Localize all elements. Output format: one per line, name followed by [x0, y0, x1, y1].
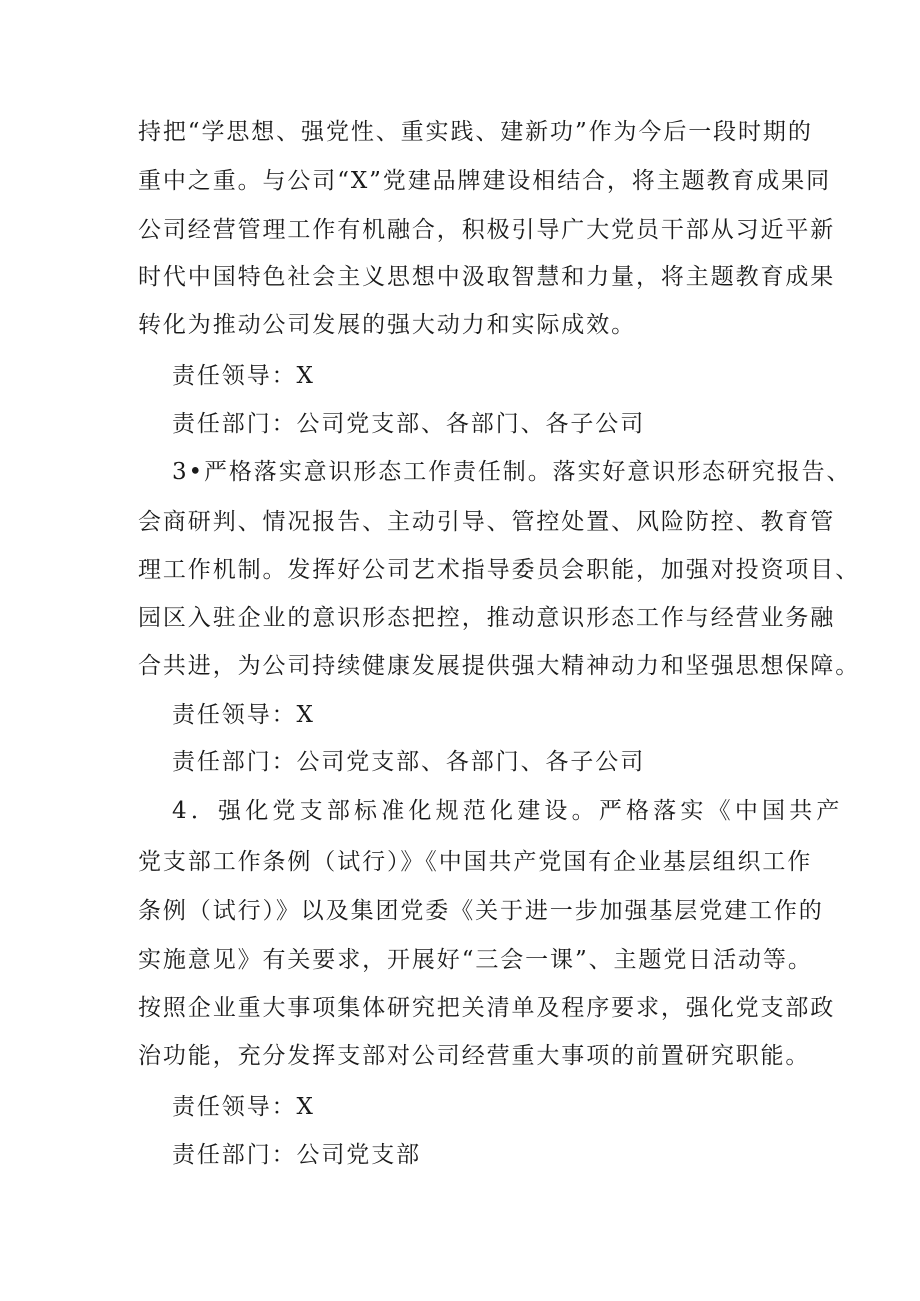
body-text-line: 实施意见》有关要求，开展好“三会一课”、主题党日活动等。: [138, 947, 813, 973]
body-text-line: 重中之重。与公司“X”党建品牌建设相结合，将主题教育成果同: [138, 168, 831, 194]
body-text-line: 园区入驻企业的意识形态把控，推动意识形态工作与经营业务融: [138, 605, 836, 631]
body-text-line: 党支部工作条例（试行）》《中国共产党国有企业基层组织工作: [138, 849, 813, 875]
responsible-leader-line: 责任领导：X: [172, 702, 315, 728]
body-text-line: 时代中国特色社会主义思想中汲取智慧和力量，将主题教育成果: [138, 264, 836, 290]
body-text-line: 条例（试行）》以及集团党委《关于进一步加强基层党建工作的: [138, 898, 824, 924]
body-text-line: 合共进，为公司持续健康发展提供强大精神动力和坚强思想保障。: [138, 653, 861, 679]
body-text-line: 持把“学思想、强党性、重实践、建新功”作为今后一段时期的: [138, 119, 813, 145]
numbered-item-heading-line: 3•严格落实意识形态工作责任制。落实好意识形态研究报告、: [172, 459, 852, 485]
responsible-department-line: 责任部门：公司党支部、各部门、各子公司: [172, 411, 646, 437]
body-text-line: 转化为推动公司发展的强大动力和实际成效。: [138, 312, 636, 338]
body-text-line: 理工作机制。发挥好公司艺术指导委员会职能，加强对投资项目、: [138, 557, 861, 583]
body-text-line: 按照企业重大事项集体研究把关清单及程序要求，强化党支部政: [138, 995, 836, 1021]
responsible-leader-line: 责任领导：X: [172, 1094, 315, 1120]
body-text-line: 治功能，充分发挥支部对公司经营重大事项的前置研究职能。: [138, 1043, 811, 1069]
body-text-line: 公司经营管理工作有机融合，积极引导广大党员干部从习近平新: [138, 217, 836, 243]
numbered-item-heading-line: 4．强化党支部标准化规范化建设。严格落实《中国共产: [172, 798, 844, 824]
responsible-department-line: 责任部门：公司党支部、各部门、各子公司: [172, 749, 646, 775]
body-text-line: 会商研判、情况报告、主动引导、管控处置、风险防控、教育管: [138, 509, 836, 535]
responsible-department-line: 责任部门：公司党支部: [172, 1142, 421, 1168]
responsible-leader-line: 责任领导：X: [172, 363, 315, 389]
